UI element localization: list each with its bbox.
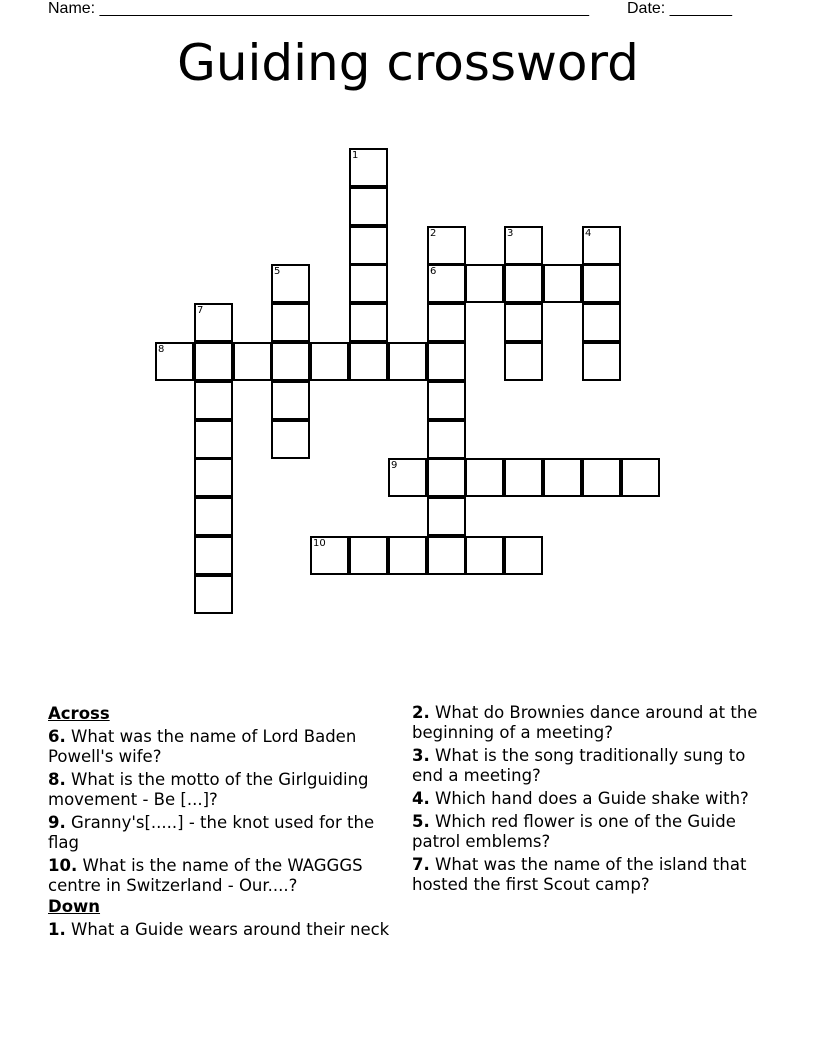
clue-number: 8. <box>48 770 66 789</box>
clue-text: What is the song traditionally sung to end a meeting? <box>412 746 746 785</box>
crossword-cell[interactable] <box>582 342 621 381</box>
crossword-cell[interactable] <box>543 458 582 497</box>
crossword-cell[interactable] <box>582 458 621 497</box>
crossword-cell[interactable] <box>427 342 466 381</box>
clue-down-5 <box>412 812 762 852</box>
cell-number: 2 <box>430 228 437 239</box>
crossword-cell[interactable] <box>504 264 543 303</box>
crossword-cell[interactable] <box>504 342 543 381</box>
clue-down-4 <box>412 789 762 809</box>
crossword-cell[interactable] <box>271 303 310 342</box>
crossword-cell[interactable] <box>194 342 233 381</box>
crossword-cell[interactable] <box>427 420 466 459</box>
crossword-cell[interactable] <box>388 458 427 497</box>
crossword-cell[interactable] <box>388 342 427 381</box>
crossword-cell[interactable] <box>271 342 310 381</box>
crossword-cell[interactable] <box>194 575 233 614</box>
crossword-cell[interactable] <box>194 497 233 536</box>
crossword-cell[interactable] <box>194 458 233 497</box>
crossword-cell[interactable] <box>427 536 466 575</box>
clue-number: 7. <box>412 855 430 874</box>
cell-number: 5 <box>274 266 281 277</box>
clue-down-7 <box>412 855 762 895</box>
crossword-cell[interactable] <box>388 536 427 575</box>
crossword-cell[interactable] <box>349 303 388 342</box>
clue-text: What was the name of Lord Baden Powell's wife? <box>48 727 357 766</box>
name-field[interactable]: Name: _______________________________________________________ <box>48 0 589 17</box>
across-heading: Across <box>48 704 110 723</box>
crossword-cell[interactable] <box>271 420 310 459</box>
crossword-cell[interactable] <box>621 458 660 497</box>
clue-across-8 <box>48 770 393 810</box>
clue-number: 10. <box>48 856 78 875</box>
clue-number: 9. <box>48 813 66 832</box>
clue-down-1 <box>48 920 393 940</box>
clue-across-10 <box>48 856 393 896</box>
clue-number: 1. <box>48 920 66 939</box>
clue-text: Granny's[.....] - the knot used for the flag <box>48 813 375 852</box>
clue-across-9 <box>48 813 393 853</box>
crossword-cell[interactable] <box>155 342 194 381</box>
crossword-cell[interactable] <box>427 497 466 536</box>
page-title: Guiding crossword <box>177 34 639 92</box>
crossword-cell[interactable] <box>310 342 349 381</box>
cell-number: 4 <box>585 228 592 239</box>
clue-text: Which red flower is one of the Guide patrol emblems? <box>412 812 736 851</box>
clue-text: What a Guide wears around their neck <box>71 920 390 939</box>
clue-number: 5. <box>412 812 430 831</box>
crossword-cell[interactable] <box>349 536 388 575</box>
crossword-cell[interactable] <box>194 420 233 459</box>
crossword-cell[interactable] <box>349 264 388 303</box>
crossword-cell[interactable] <box>504 303 543 342</box>
clue-text: What do Brownies dance around at the beginning of a meeting? <box>412 703 758 742</box>
cell-number: 1 <box>352 150 359 161</box>
cell-number: 8 <box>158 344 165 355</box>
crossword-cell[interactable] <box>582 226 621 265</box>
clues-right-column <box>412 703 762 895</box>
clue-number: 6. <box>48 727 66 746</box>
clue-text: What is the motto of the Girlguiding movement - Be [...]? <box>48 770 369 809</box>
clue-text: What was the name of the island that hosted the first Scout camp? <box>412 855 747 894</box>
crossword-cell[interactable] <box>504 458 543 497</box>
crossword-cell[interactable] <box>427 381 466 420</box>
cell-number: 9 <box>391 460 398 471</box>
crossword-cell[interactable] <box>349 342 388 381</box>
crossword-cell[interactable] <box>427 264 466 303</box>
cell-number: 7 <box>197 305 204 316</box>
cell-number: 3 <box>507 228 514 239</box>
clue-number: 4. <box>412 789 430 808</box>
crossword-cell[interactable] <box>582 264 621 303</box>
crossword-cell[interactable] <box>427 458 466 497</box>
crossword-cell[interactable] <box>349 148 388 187</box>
clue-down-3 <box>412 746 762 786</box>
clue-down-2 <box>412 703 762 743</box>
crossword-cell[interactable] <box>504 536 543 575</box>
crossword-cell[interactable] <box>582 303 621 342</box>
crossword-cell[interactable] <box>349 226 388 265</box>
date-field[interactable]: Date: _______ <box>627 0 732 17</box>
crossword-cell[interactable] <box>543 264 582 303</box>
crossword-cell[interactable] <box>271 264 310 303</box>
crossword-cell[interactable] <box>194 303 233 342</box>
crossword-cell[interactable] <box>465 264 504 303</box>
crossword-cell[interactable] <box>427 303 466 342</box>
cell-number: 10 <box>313 538 326 549</box>
crossword-cell[interactable] <box>271 381 310 420</box>
crossword-cell[interactable] <box>194 536 233 575</box>
clue-number: 2. <box>412 703 430 722</box>
cell-number: 6 <box>430 266 437 277</box>
clue-text: What is the name of the WAGGGS centre in Switzerland - Our....? <box>48 856 363 895</box>
crossword-cell[interactable] <box>233 342 272 381</box>
down-heading: Down <box>48 897 101 916</box>
crossword-cell[interactable] <box>465 458 504 497</box>
crossword-cell[interactable] <box>349 187 388 226</box>
clues-left-column <box>48 703 393 940</box>
crossword-cell[interactable] <box>194 381 233 420</box>
clue-across-6 <box>48 727 393 767</box>
crossword-cell[interactable] <box>504 226 543 265</box>
clue-text: Which hand does a Guide shake with? <box>435 789 749 808</box>
crossword-cell[interactable] <box>465 536 504 575</box>
clue-number: 3. <box>412 746 430 765</box>
crossword-cell[interactable] <box>427 226 466 265</box>
crossword-cell[interactable] <box>310 536 349 575</box>
